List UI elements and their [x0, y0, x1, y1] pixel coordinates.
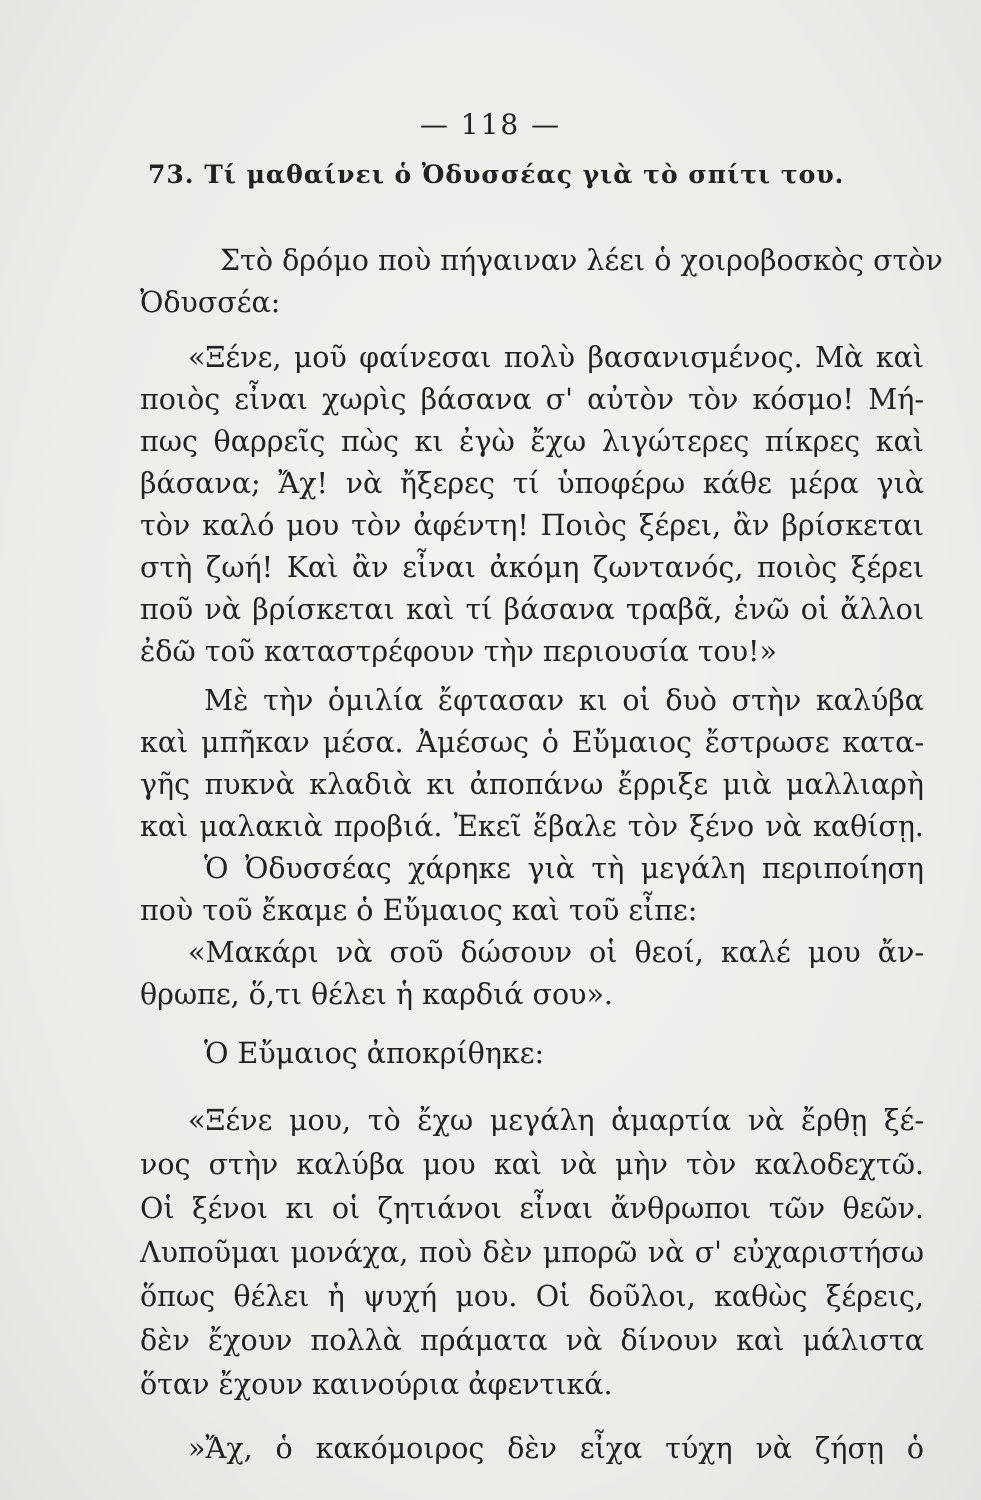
text-line: Ὁ Εὔμαιος ἀποκρίθηκε:: [204, 1037, 545, 1070]
text-line: ποιὸς εἶναι χωρὶς βάσανα σ' αὐτὸν τὸν κόσμο! Μή-: [140, 383, 924, 416]
text-line: Οἱ ξένοι κι οἱ ζητιάνοι εἶναι ἄνθρωποι τῶν θεῶν.: [140, 1192, 924, 1225]
text-line: ὅπως θέλει ἡ ψυχή μου. Οἱ δοῦλοι, καθὼς ξέρεις,: [140, 1280, 924, 1313]
text-line: »Ἄχ, ὁ κακόμοιρος δὲν εἶχα τύχη νὰ ζήσῃ ὁ: [188, 1432, 924, 1465]
text-line: ὅταν ἔχουν καινούρια ἀφεντικά.: [140, 1368, 613, 1401]
text-line: Ὀδυσσέα:: [140, 286, 281, 319]
text-line: καὶ μαλακιὰ προβιά. Ἐκεῖ ἔβαλε τὸν ξένο νὰ καθίσῃ.: [140, 810, 924, 843]
text-line: πως θαρρεῖς πὼς κι ἐγὼ ἔχω λιγώτερες πίκρες καὶ: [140, 425, 924, 458]
text-line: στὴ ζωή! Καὶ ἂν εἶναι ἀκόμη ζωντανός, ποιὸς ξέρει: [140, 551, 924, 584]
text-line: «Ξένε, μοῦ φαίνεσαι πολὺ βασανισμένος. Μὰ καὶ: [188, 341, 924, 374]
text-line: βάσανα; Ἄχ! νὰ ἤξερες τί ὑποφέρω κάθε μέρα γιὰ: [140, 467, 924, 500]
text-line: Λυποῦμαι μονάχα, ποὺ δὲν μπορῶ νὰ σ' εὐχαριστήσω: [140, 1236, 924, 1269]
text-line: γῆς πυκνὰ κλαδιὰ κι ἀποπάνω ἔρριξε μιὰ μαλλιαρὴ: [140, 768, 924, 801]
text-line: Μὲ τὴν ὁμιλία ἔφτασαν κι οἱ δυὸ στὴν καλύβα: [204, 684, 924, 717]
text-line: Ὁ Ὀδυσσέας χάρηκε γιὰ τὴ μεγάλη περιποίηση: [204, 852, 924, 885]
text-line: «Μακάρι νὰ σοῦ δώσουν οἱ θεοί, καλέ μου ἄν-: [188, 936, 924, 969]
text-line: «Ξένε μου, τὸ ἔχω μεγάλη ἁμαρτία νὰ ἔρθῃ ξέ-: [188, 1104, 924, 1137]
text-line: τὸν καλό μου τὸν ἀφέντη! Ποιὸς ξέρει, ἂν βρίσκεται: [140, 509, 924, 542]
text-line: νος στὴν καλύβα μου καὶ νὰ μὴν τὸν καλοδεχτῶ.: [140, 1148, 924, 1181]
text-line: ποῦ νὰ βρίσκεται καὶ τί βάσανα τραβᾶ, ἐνῶ οἱ ἄλλοι: [140, 593, 924, 626]
text-line: δὲν ἔχουν πολλὰ πράματα νὰ δίνουν καὶ μάλιστα: [140, 1324, 924, 1357]
text-line: θρωπε, ὅ,τι θέλει ἡ καρδιά σου».: [140, 978, 613, 1011]
text-line: καὶ μπῆκαν μέσα. Ἀμέσως ὁ Εὔμαιος ἔστρωσε κατα-: [140, 726, 924, 759]
text-line: ποὺ τοῦ ἔκαμε ὁ Εὔμαιος καὶ τοῦ εἶπε:: [140, 894, 698, 927]
page-number: — 118 —: [419, 108, 562, 141]
section-title: 73. Τί μαθαίνει ὁ Ὀδυσσέας γιὰ τὸ σπίτι του.: [148, 160, 845, 189]
text-line: ἐδῶ τοῦ καταστρέφουν τὴν περιουσία του!»: [140, 635, 777, 668]
text-line: Στὸ δρόμο ποὺ πήγαιναν λέει ὁ χοιροβοσκὸς στὸν: [220, 244, 943, 277]
